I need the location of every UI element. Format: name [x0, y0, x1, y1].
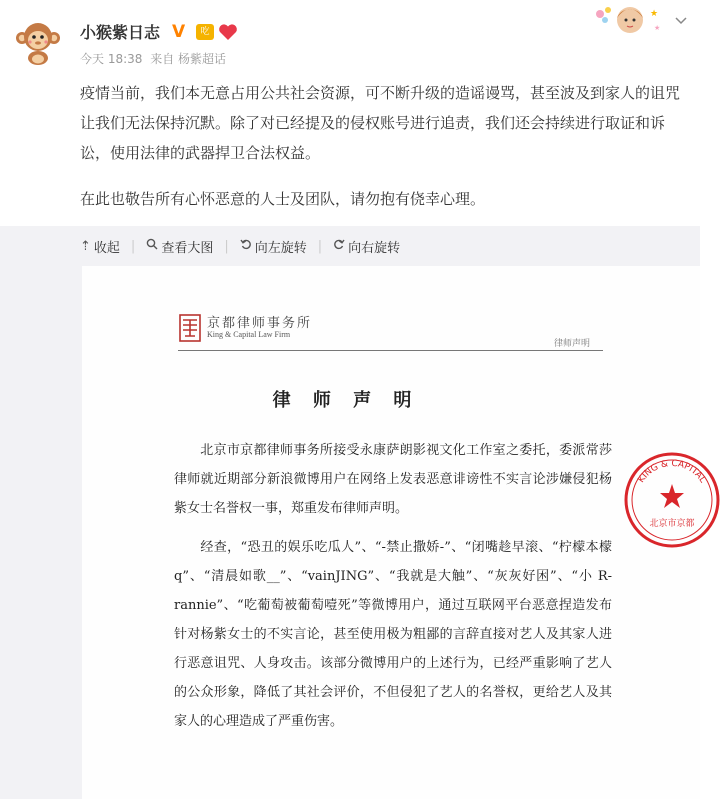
member-badge-icon[interactable]: 吃 [196, 24, 214, 40]
post-content [80, 78, 685, 214]
image-toolbar [80, 236, 400, 256]
avatar[interactable] [14, 18, 62, 66]
document-paragraph-text: 经查，“恐丑的娱乐吃瓜人”、“-禁止撒娇-”、“闭嘴趁早滚、“柠檬本檬 q”、“清晨如歌__”、“vainJING”、“我就是大触”、“灰灰好困”、“小 R-rannie”、“吃葡萄被葡萄噎死”等微博用户，通过互联网平台恶意捏造发布针对杨紫女士的不实言论，甚至使用极为粗鄙的言辞直接对艺人及其家人进行恶意诅咒、人身攻击。该部分微博用户的上述行为，已经严重影响了艺人的公众形象，降低了其社会评价，不但侵犯了艺人的名誉权，更给艺人及其家人的心理造成了严重伤害。 [174, 540, 612, 729]
document-title: 律 师 声 明 [272, 390, 420, 411]
document-paragraph [174, 436, 612, 523]
collapse-button[interactable] [80, 237, 120, 256]
post-source[interactable]: 来自 杨紫超话 [150, 52, 227, 66]
header-divider [178, 350, 603, 351]
rotate-right-label: 向右旋转 [348, 240, 401, 256]
rotate-right-button[interactable] [333, 237, 400, 256]
rotate-left-icon [240, 238, 252, 254]
firm-logo-icon [179, 314, 201, 342]
monkey-avatar-icon [14, 18, 62, 66]
svg-text:★: ★ [654, 24, 661, 32]
document-image[interactable] [82, 266, 708, 799]
user-name[interactable]: 小猴紫日志 [80, 23, 161, 42]
post-time[interactable]: 今天 18:38 [80, 52, 143, 66]
collapse-icon: ⇡ [80, 238, 91, 254]
collapse-label: 收起 [93, 240, 120, 256]
verified-icon: V [172, 22, 186, 42]
document-type: 律师声明 [554, 339, 591, 349]
view-large-button[interactable] [146, 237, 213, 256]
chevron-down-icon[interactable] [674, 14, 690, 30]
post-paragraph: 疫情当前，我们本无意占用公共社会资源，可不断升级的造谣谩骂，甚至波及到家人的诅咒让我们无法保持沉默。除了对已经提及的侵权账号进行追责，我们还会持续进行取证和诉讼，使用法律的武器捍卫合法权益。 [80, 84, 681, 162]
rotate-left-label: 向左旋转 [254, 240, 307, 256]
heart-badge-icon[interactable] [218, 23, 238, 41]
document-paragraph-text: 北京市京都律师事务所接受永康萨朗影视文化工作室之委托，委派常莎律师就近期部分新浪微博用户在网络上发表恶意诽谤性不实言论涉嫌侵犯杨紫女士名誉权一事，郑重发布律师声明。 [174, 443, 612, 516]
svg-text:北京市京都: 北京市京都 [649, 519, 695, 529]
toolbar-divider: | [130, 238, 136, 254]
search-icon [146, 238, 158, 254]
svg-text:KING & CAPITAL: KING & CAPITAL [636, 458, 708, 485]
post-meta [80, 50, 230, 67]
firm-name: 京都律师事务所 [207, 316, 313, 331]
official-seal [622, 450, 722, 550]
svg-text:★: ★ [650, 9, 659, 19]
post-paragraph: 在此也敬告所有心怀恶意的人士及团队，请勿抱有侥幸心理。 [80, 190, 486, 208]
document-body [174, 436, 612, 736]
toolbar-divider: | [317, 238, 323, 254]
view-large-label: 查看大图 [161, 240, 214, 256]
document-paragraph [174, 533, 612, 736]
rotate-right-icon [333, 238, 345, 254]
toolbar-divider: | [224, 238, 229, 254]
card-decoration [590, 2, 670, 42]
firm-name-en: King & Capital Law Firm [207, 330, 291, 339]
rotate-left-button[interactable] [240, 237, 307, 256]
